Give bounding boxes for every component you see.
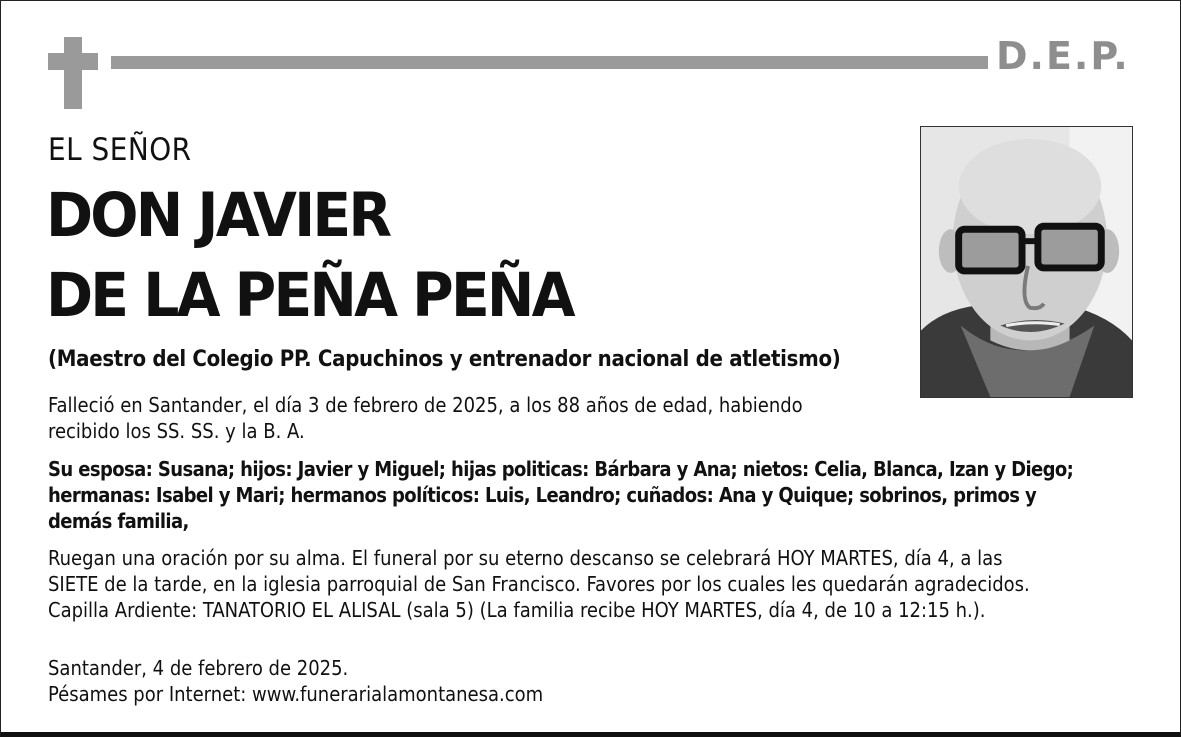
family-list bbox=[48, 456, 1073, 534]
death-line: recibido los SS. SS. y la B. A. bbox=[48, 419, 305, 443]
funeral-details bbox=[48, 545, 1030, 623]
closing-block bbox=[48, 655, 543, 707]
funeral-line: SIETE de la tarde, en la iglesia parroquial de San Francisco. Favores por los cuales les quedarán agradecidos. bbox=[48, 572, 1030, 596]
family-line: Su esposa: Susana; hijos: Javier y Miguel; hijas politicas: Bárbara y Ana; nietos: Celia, Blanca, Izan y Diego; bbox=[48, 457, 1074, 481]
condolences-website: Pésames por Internet: www.funerarialamontanesa.com bbox=[48, 682, 544, 706]
deceased-name-line-2: DE LA PEÑA PEÑA bbox=[46, 260, 573, 331]
funeral-line: Capilla Ardiente: TANATORIO EL ALISAL (sala 5) (La familia recibe HOY MARTES, día 4, de 10 a 12:15 h.). bbox=[48, 598, 986, 622]
family-line: demás familia, bbox=[48, 509, 189, 533]
honorific: EL SEÑOR bbox=[48, 132, 192, 168]
death-line: Falleció en Santander, el día 3 de febrero de 2025, a los 88 años de edad, habiendo bbox=[48, 393, 803, 417]
portrait-photo bbox=[920, 126, 1133, 398]
header-rule bbox=[111, 56, 988, 69]
funeral-line: Ruegan una oración por su alma. El funeral por su eterno descanso se celebrará HOY MARTES, día 4, a las bbox=[48, 546, 1003, 570]
dep-label: D.E.P. bbox=[996, 34, 1130, 78]
deceased-occupation: (Maestro del Colegio PP. Capuchinos y entrenador nacional de atletismo) bbox=[48, 347, 841, 372]
death-statement bbox=[48, 392, 803, 444]
place-date: Santander, 4 de febrero de 2025. bbox=[48, 656, 349, 680]
family-line: hermanas: Isabel y Mari; hermanos políticos: Luis, Leandro; cuñados: Ana y Quique; sobrinos, primos y bbox=[48, 483, 1037, 507]
deceased-name-line-1: DON JAVIER bbox=[46, 180, 390, 251]
